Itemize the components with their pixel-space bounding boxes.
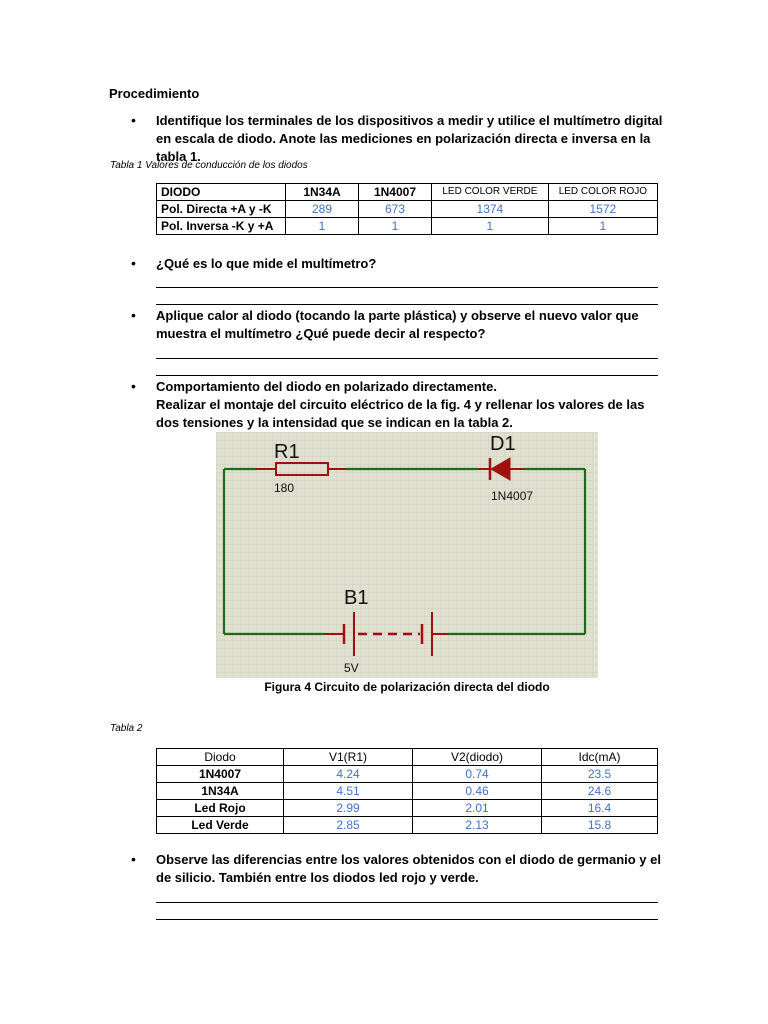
table-cell: 23.5: [542, 766, 658, 783]
table-cell: 1: [548, 218, 657, 235]
table1: [156, 183, 658, 235]
figure-caption: Figura 4 Circuito de polarización directa del diodo: [264, 680, 550, 694]
question-2: ¿Qué es lo que mide el multímetro?: [156, 256, 377, 271]
table-cell: 24.6: [542, 783, 658, 800]
resistor-value: 180: [274, 481, 295, 495]
table-header: LED COLOR ROJO: [548, 184, 657, 201]
bullet-mark: •: [131, 851, 136, 867]
circuit-diagram: [216, 432, 598, 678]
question-3: Aplique calor al diodo (tocando la parte plástica) y observe el nuevo valor que muestra el multímetro ¿Qué puede decir al respecto?: [156, 308, 639, 341]
table-cell: 0.74: [413, 766, 542, 783]
table-cell: 1572: [548, 201, 657, 218]
row-label: Pol. Directa +A y -K: [157, 201, 286, 218]
answer-line: [156, 919, 658, 920]
circuit-figure: [216, 432, 598, 678]
table-header: LED COLOR VERDE: [432, 184, 549, 201]
instruction-1: Identifique los terminales de los dispositivos a medir y utilice el multímetro digital en escala de diodo. Anote las mediciones en polarización directa e inversa en la tabla 1.: [156, 113, 663, 164]
answer-line: [156, 304, 658, 305]
bullet-mark: •: [131, 378, 136, 394]
battery-value: 5V: [344, 661, 359, 675]
table-cell: 673: [359, 201, 432, 218]
table-header: Diodo: [157, 749, 284, 766]
instruction-4-title: Comportamiento del diodo en polarizado directamente.: [156, 379, 497, 394]
table-cell: 2.01: [413, 800, 542, 817]
table-row: [157, 817, 658, 834]
table-header: 1N34A: [286, 184, 359, 201]
table-cell: 1: [432, 218, 549, 235]
table-row: [157, 201, 658, 218]
table-row: [157, 783, 658, 800]
table-cell: 0.46: [413, 783, 542, 800]
resistor-label: R1: [274, 441, 300, 463]
table-row: [157, 218, 658, 235]
table-cell: 2.13: [413, 817, 542, 834]
table-cell: 2.99: [284, 800, 413, 817]
battery-label: B1: [344, 587, 369, 609]
table-header: DIODO: [157, 184, 286, 201]
table-row: [157, 800, 658, 817]
table-header: V1(R1): [284, 749, 413, 766]
table-header: 1N4007: [359, 184, 432, 201]
table-cell: 4.24: [284, 766, 413, 783]
row-label: 1N34A: [157, 783, 284, 800]
bullet-mark: •: [131, 307, 136, 323]
instruction-5: Observe las diferencias entre los valores obtenidos con el diodo de germanio y el de silicio. También entre los diodos led rojo y verde.: [156, 852, 661, 885]
row-label: Pol. Inversa -K y +A: [157, 218, 286, 235]
table-cell: 1: [286, 218, 359, 235]
table2-caption: Tabla 2: [110, 723, 143, 734]
table-cell: 15.8: [542, 817, 658, 834]
table-header: V2(diodo): [413, 749, 542, 766]
diode-label: D1: [490, 433, 516, 455]
table-cell: 16.4: [542, 800, 658, 817]
table-cell: 4.51: [284, 783, 413, 800]
row-label: Led Rojo: [157, 800, 284, 817]
bullet-mark: •: [131, 112, 136, 128]
row-label: Led Verde: [157, 817, 284, 834]
answer-line: [156, 358, 658, 359]
table-header-row: [157, 749, 658, 766]
answer-line: [156, 902, 658, 903]
table-row: [157, 766, 658, 783]
table1-caption: Tabla 1 Valores de conducción de los diodos: [110, 160, 308, 171]
table-cell: 1: [359, 218, 432, 235]
table-header-row: [157, 184, 658, 201]
answer-line: [156, 287, 658, 288]
bullet-mark: •: [131, 255, 136, 271]
row-label: 1N4007: [157, 766, 284, 783]
section-heading: Procedimiento: [109, 86, 200, 101]
table-header: Idc(mA): [542, 749, 658, 766]
table-cell: 1374: [432, 201, 549, 218]
table-cell: 2.85: [284, 817, 413, 834]
diode-value: 1N4007: [491, 489, 534, 503]
table-cell: 289: [286, 201, 359, 218]
instruction-4-body: Realizar el montaje del circuito eléctrico de la fig. 4 y rellenar los valores de las dos tensiones y la intensidad que se indican en la tabla 2.: [156, 397, 645, 430]
table2: [156, 748, 658, 834]
answer-line: [156, 375, 658, 376]
